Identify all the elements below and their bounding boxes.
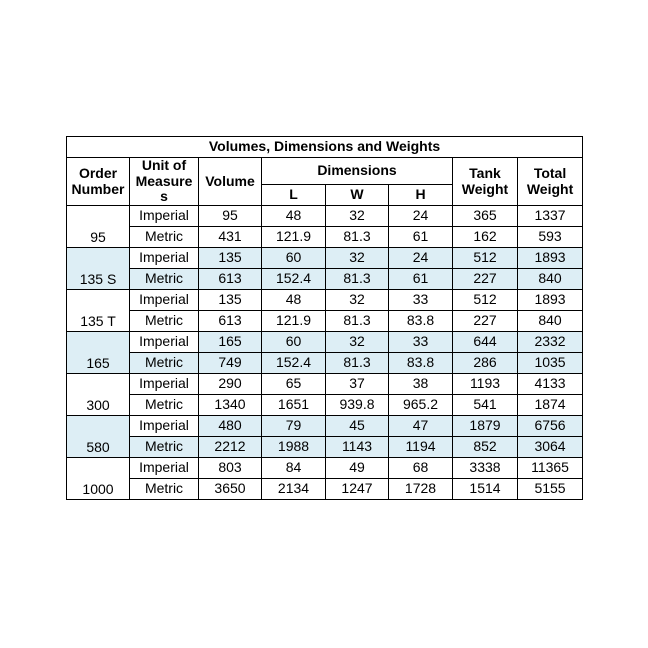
total-weight-cell: 1035 [518, 353, 583, 374]
length-cell: 152.4 [262, 353, 326, 374]
volume-cell: 431 [199, 227, 262, 248]
tank-weight-cell: 541 [453, 395, 518, 416]
table-row [67, 437, 583, 458]
unit-cell: Imperial [130, 206, 199, 227]
total-weight-cell: 1874 [518, 395, 583, 416]
width-cell: 32 [326, 332, 389, 353]
tank-weight-cell: 286 [453, 353, 518, 374]
total-weight-cell: 4133 [518, 374, 583, 395]
height-cell: 83.8 [389, 353, 453, 374]
length-cell: 152.4 [262, 269, 326, 290]
total-weight-cell: 3064 [518, 437, 583, 458]
table-row [67, 332, 583, 353]
header-w: W [326, 185, 389, 206]
total-weight-cell: 2332 [518, 332, 583, 353]
table-row [67, 311, 583, 332]
table-row [67, 374, 583, 395]
width-cell: 32 [326, 248, 389, 269]
width-cell: 49 [326, 458, 389, 479]
header-tank-weight: Tank Weight [453, 158, 518, 206]
height-cell: 83.8 [389, 311, 453, 332]
length-cell: 121.9 [262, 227, 326, 248]
width-cell: 32 [326, 290, 389, 311]
volume-cell: 749 [199, 353, 262, 374]
tank-weight-cell: 3338 [453, 458, 518, 479]
total-weight-cell: 11365 [518, 458, 583, 479]
total-weight-cell: 840 [518, 269, 583, 290]
length-cell: 1651 [262, 395, 326, 416]
width-cell: 939.8 [326, 395, 389, 416]
volume-cell: 165 [199, 332, 262, 353]
length-cell: 48 [262, 290, 326, 311]
header-h: H [389, 185, 453, 206]
unit-cell: Imperial [130, 332, 199, 353]
width-cell: 81.3 [326, 311, 389, 332]
total-weight-cell: 1893 [518, 248, 583, 269]
length-cell: 121.9 [262, 311, 326, 332]
volume-cell: 3650 [199, 479, 262, 500]
total-weight-cell: 1337 [518, 206, 583, 227]
width-cell: 37 [326, 374, 389, 395]
order-number: 135 S [67, 248, 130, 290]
width-cell: 81.3 [326, 269, 389, 290]
table-row [67, 353, 583, 374]
volume-cell: 290 [199, 374, 262, 395]
width-cell: 81.3 [326, 353, 389, 374]
volume-cell: 135 [199, 290, 262, 311]
header-volume: Volume [199, 158, 262, 206]
volume-cell: 135 [199, 248, 262, 269]
table-row [67, 290, 583, 311]
volume-cell: 480 [199, 416, 262, 437]
table-row [67, 248, 583, 269]
total-weight-cell: 840 [518, 311, 583, 332]
length-cell: 60 [262, 248, 326, 269]
tank-weight-cell: 644 [453, 332, 518, 353]
width-cell: 32 [326, 206, 389, 227]
tank-weight-cell: 1879 [453, 416, 518, 437]
tank-weight-cell: 852 [453, 437, 518, 458]
tank-weight-cell: 512 [453, 248, 518, 269]
tank-weight-cell: 365 [453, 206, 518, 227]
length-cell: 65 [262, 374, 326, 395]
volume-cell: 1340 [199, 395, 262, 416]
total-weight-cell: 5155 [518, 479, 583, 500]
header-unit-of-measure: Unit of Measure s [130, 158, 199, 206]
height-cell: 33 [389, 332, 453, 353]
table-title: Volumes, Dimensions and Weights [67, 137, 583, 158]
unit-cell: Imperial [130, 416, 199, 437]
total-weight-cell: 6756 [518, 416, 583, 437]
unit-cell: Imperial [130, 458, 199, 479]
unit-cell: Metric [130, 353, 199, 374]
table-row [67, 206, 583, 227]
volume-cell: 613 [199, 269, 262, 290]
height-cell: 1194 [389, 437, 453, 458]
height-cell: 47 [389, 416, 453, 437]
height-cell: 33 [389, 290, 453, 311]
unit-cell: Imperial [130, 374, 199, 395]
table-row [67, 395, 583, 416]
height-cell: 1728 [389, 479, 453, 500]
header-dimensions: Dimensions [262, 158, 453, 185]
tank-weight-cell: 227 [453, 311, 518, 332]
table-row [67, 227, 583, 248]
table-body [67, 206, 583, 500]
tank-weight-cell: 227 [453, 269, 518, 290]
unit-cell: Metric [130, 479, 199, 500]
order-number: 95 [67, 206, 130, 248]
height-cell: 38 [389, 374, 453, 395]
unit-cell: Metric [130, 437, 199, 458]
header-order-number: Order Number [67, 158, 130, 206]
volume-cell: 803 [199, 458, 262, 479]
width-cell: 1247 [326, 479, 389, 500]
height-cell: 24 [389, 206, 453, 227]
height-cell: 61 [389, 269, 453, 290]
height-cell: 68 [389, 458, 453, 479]
length-cell: 79 [262, 416, 326, 437]
unit-cell: Imperial [130, 290, 199, 311]
length-cell: 1988 [262, 437, 326, 458]
total-weight-cell: 593 [518, 227, 583, 248]
specs-table [66, 136, 583, 500]
length-cell: 60 [262, 332, 326, 353]
width-cell: 45 [326, 416, 389, 437]
height-cell: 24 [389, 248, 453, 269]
order-number: 135 T [67, 290, 130, 332]
table-row [67, 479, 583, 500]
tank-weight-cell: 512 [453, 290, 518, 311]
order-number: 1000 [67, 458, 130, 500]
height-cell: 965.2 [389, 395, 453, 416]
width-cell: 1143 [326, 437, 389, 458]
table-row [67, 269, 583, 290]
table-row [67, 416, 583, 437]
unit-cell: Metric [130, 227, 199, 248]
order-number: 300 [67, 374, 130, 416]
unit-cell: Metric [130, 269, 199, 290]
length-cell: 84 [262, 458, 326, 479]
table-row [67, 458, 583, 479]
width-cell: 81.3 [326, 227, 389, 248]
tank-weight-cell: 162 [453, 227, 518, 248]
header-l: L [262, 185, 326, 206]
volume-cell: 2212 [199, 437, 262, 458]
header-total-weight: Total Weight [518, 158, 583, 206]
volume-cell: 95 [199, 206, 262, 227]
order-number: 580 [67, 416, 130, 458]
order-number: 165 [67, 332, 130, 374]
total-weight-cell: 1893 [518, 290, 583, 311]
length-cell: 48 [262, 206, 326, 227]
unit-cell: Metric [130, 311, 199, 332]
unit-cell: Metric [130, 395, 199, 416]
unit-cell: Imperial [130, 248, 199, 269]
height-cell: 61 [389, 227, 453, 248]
length-cell: 2134 [262, 479, 326, 500]
volume-cell: 613 [199, 311, 262, 332]
tank-weight-cell: 1193 [453, 374, 518, 395]
tank-weight-cell: 1514 [453, 479, 518, 500]
